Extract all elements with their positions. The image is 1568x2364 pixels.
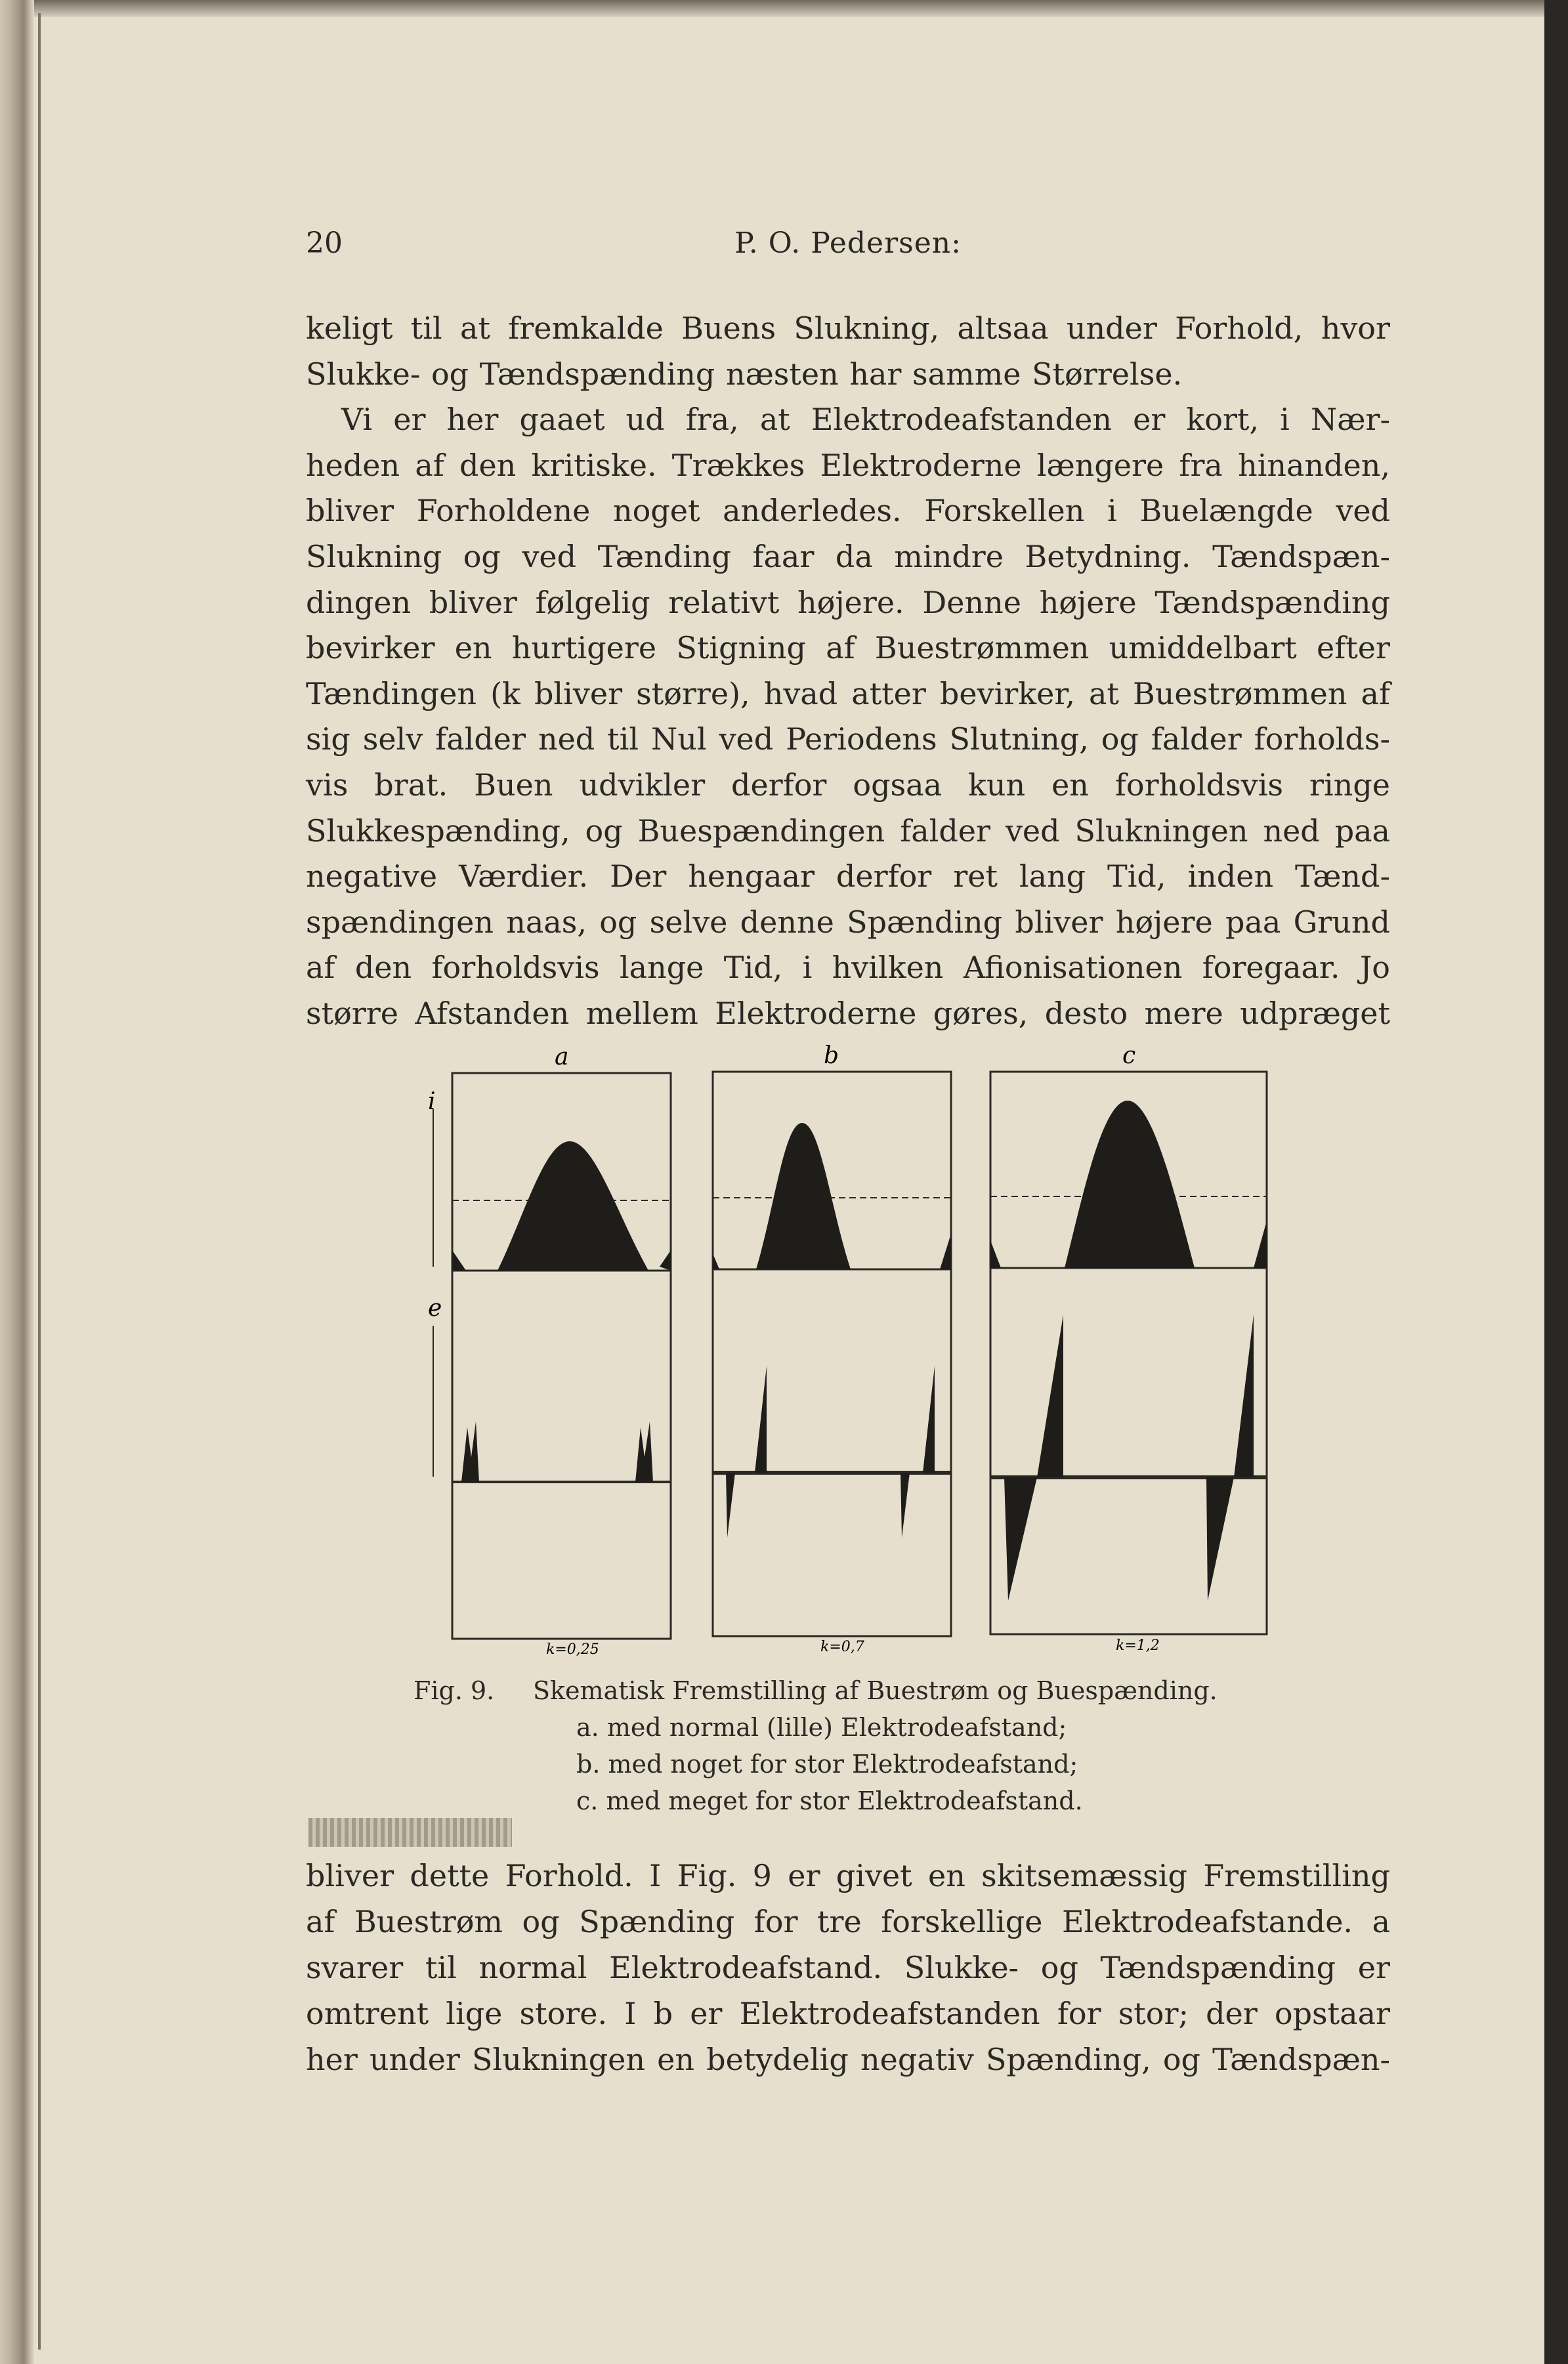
- text-line: af Buestrøm og Spænding for tre forskellige Elektrodeafstande. a: [306, 1904, 1390, 1939]
- current-wave-c: [990, 1101, 1267, 1268]
- panel-label-c: c: [1122, 1042, 1136, 1069]
- text-line: keligt til at fremkalde Buens Slukning, altsaa under Forhold, hvor: [306, 310, 1390, 346]
- text-line: omtrent lige store. I b er Elektrodeafstanden for stor; der opstaar: [306, 1996, 1390, 2031]
- text-line: Slukning og ved Tænding faar da mindre Betydning. Tændspæn-: [306, 539, 1390, 574]
- k-label-a: k=0,25: [546, 1641, 599, 1658]
- library-stamp-smudge: [308, 1818, 512, 1847]
- panel-label-b: b: [824, 1042, 839, 1069]
- text-line: spændingen naas, og selve denne Spænding bliver højere paa Grund: [306, 904, 1390, 940]
- figure-caption-item-c: c. med meget for stor Elektrodeafstand.: [576, 1786, 1083, 1815]
- current-wave-a: [452, 1141, 671, 1271]
- text-line: dingen bliver følgelig relativt højere. Denne højere Tændspænding: [306, 584, 1390, 620]
- text-line: Slukkespænding, og Buespændingen falder ved Slukningen ned paa: [306, 813, 1390, 849]
- panel-label-a: a: [555, 1044, 569, 1070]
- text-line: af den forholdsvis lange Tid, i hvilken Afionisationen foregaar. Jo: [306, 950, 1390, 986]
- voltage-spikes-c: [1004, 1315, 1254, 1601]
- voltage-spikes-b: [726, 1366, 935, 1538]
- figure-caption-number: Fig. 9.: [413, 1676, 495, 1705]
- figure-caption-item-b: b. med noget for stor Elektrodeafstand;: [576, 1750, 1078, 1779]
- text-line: Slukke- og Tændspænding næsten har samme Størrelse.: [306, 356, 1183, 392]
- figure-caption-title: Skematisk Fremstilling af Buestrøm og Buespænding.: [533, 1676, 1218, 1705]
- text-line: negative Værdier. Der hengaar derfor ret lang Tid, inden Tænd-: [306, 858, 1390, 895]
- text-line: sig selv falder ned til Nul ved Periodens Slutning, og falder forholds-: [306, 721, 1390, 757]
- text-line: heden af den kritiske. Trækkes Elektroderne længere fra hinanden,: [306, 447, 1390, 483]
- axis-label-e: e: [428, 1295, 442, 1322]
- text-line: vis brat. Buen udvikler derfor ogsaa kun en forholdsvis ringe: [306, 767, 1390, 803]
- text-line: bliver Forholdene noget anderledes. Forskellen i Buelængde ved: [306, 493, 1390, 529]
- text-line: bliver dette Forhold. I Fig. 9 er givet en skitsemæssig Fremstilling: [306, 1858, 1390, 1893]
- text-line: bevirker en hurtigere Stigning af Buestrømmen umiddelbart efter: [306, 630, 1390, 666]
- figure-caption-item-a: a. med normal (lille) Elektrodeafstand;: [576, 1713, 1067, 1742]
- text-line: svarer til normal Elektrodeafstand. Slukke- og Tændspænding er: [306, 1950, 1390, 1985]
- text-line: Tændingen (k bliver større), hvad atter bevirker, at Buestrømmen af: [306, 675, 1390, 711]
- panel-b-frame: [713, 1072, 951, 1636]
- text-line: her under Slukningen en betydelig negativ Spænding, og Tændspæn-: [306, 2042, 1390, 2077]
- page-number: 20: [306, 226, 343, 260]
- text-line: Vi er her gaaet ud fra, at Elektrodeafstanden er kort, i Nær-: [341, 402, 1390, 438]
- axis-label-i: i: [428, 1088, 436, 1115]
- current-wave-b: [713, 1123, 951, 1269]
- voltage-spikes-a: [461, 1422, 653, 1482]
- k-label-c: k=1,2: [1116, 1637, 1160, 1654]
- text-line: større Afstanden mellem Elektroderne gøres, desto mere udpræget: [306, 996, 1390, 1031]
- k-label-b: k=0,7: [820, 1639, 864, 1655]
- running-head: P. O. Pedersen:: [734, 226, 962, 260]
